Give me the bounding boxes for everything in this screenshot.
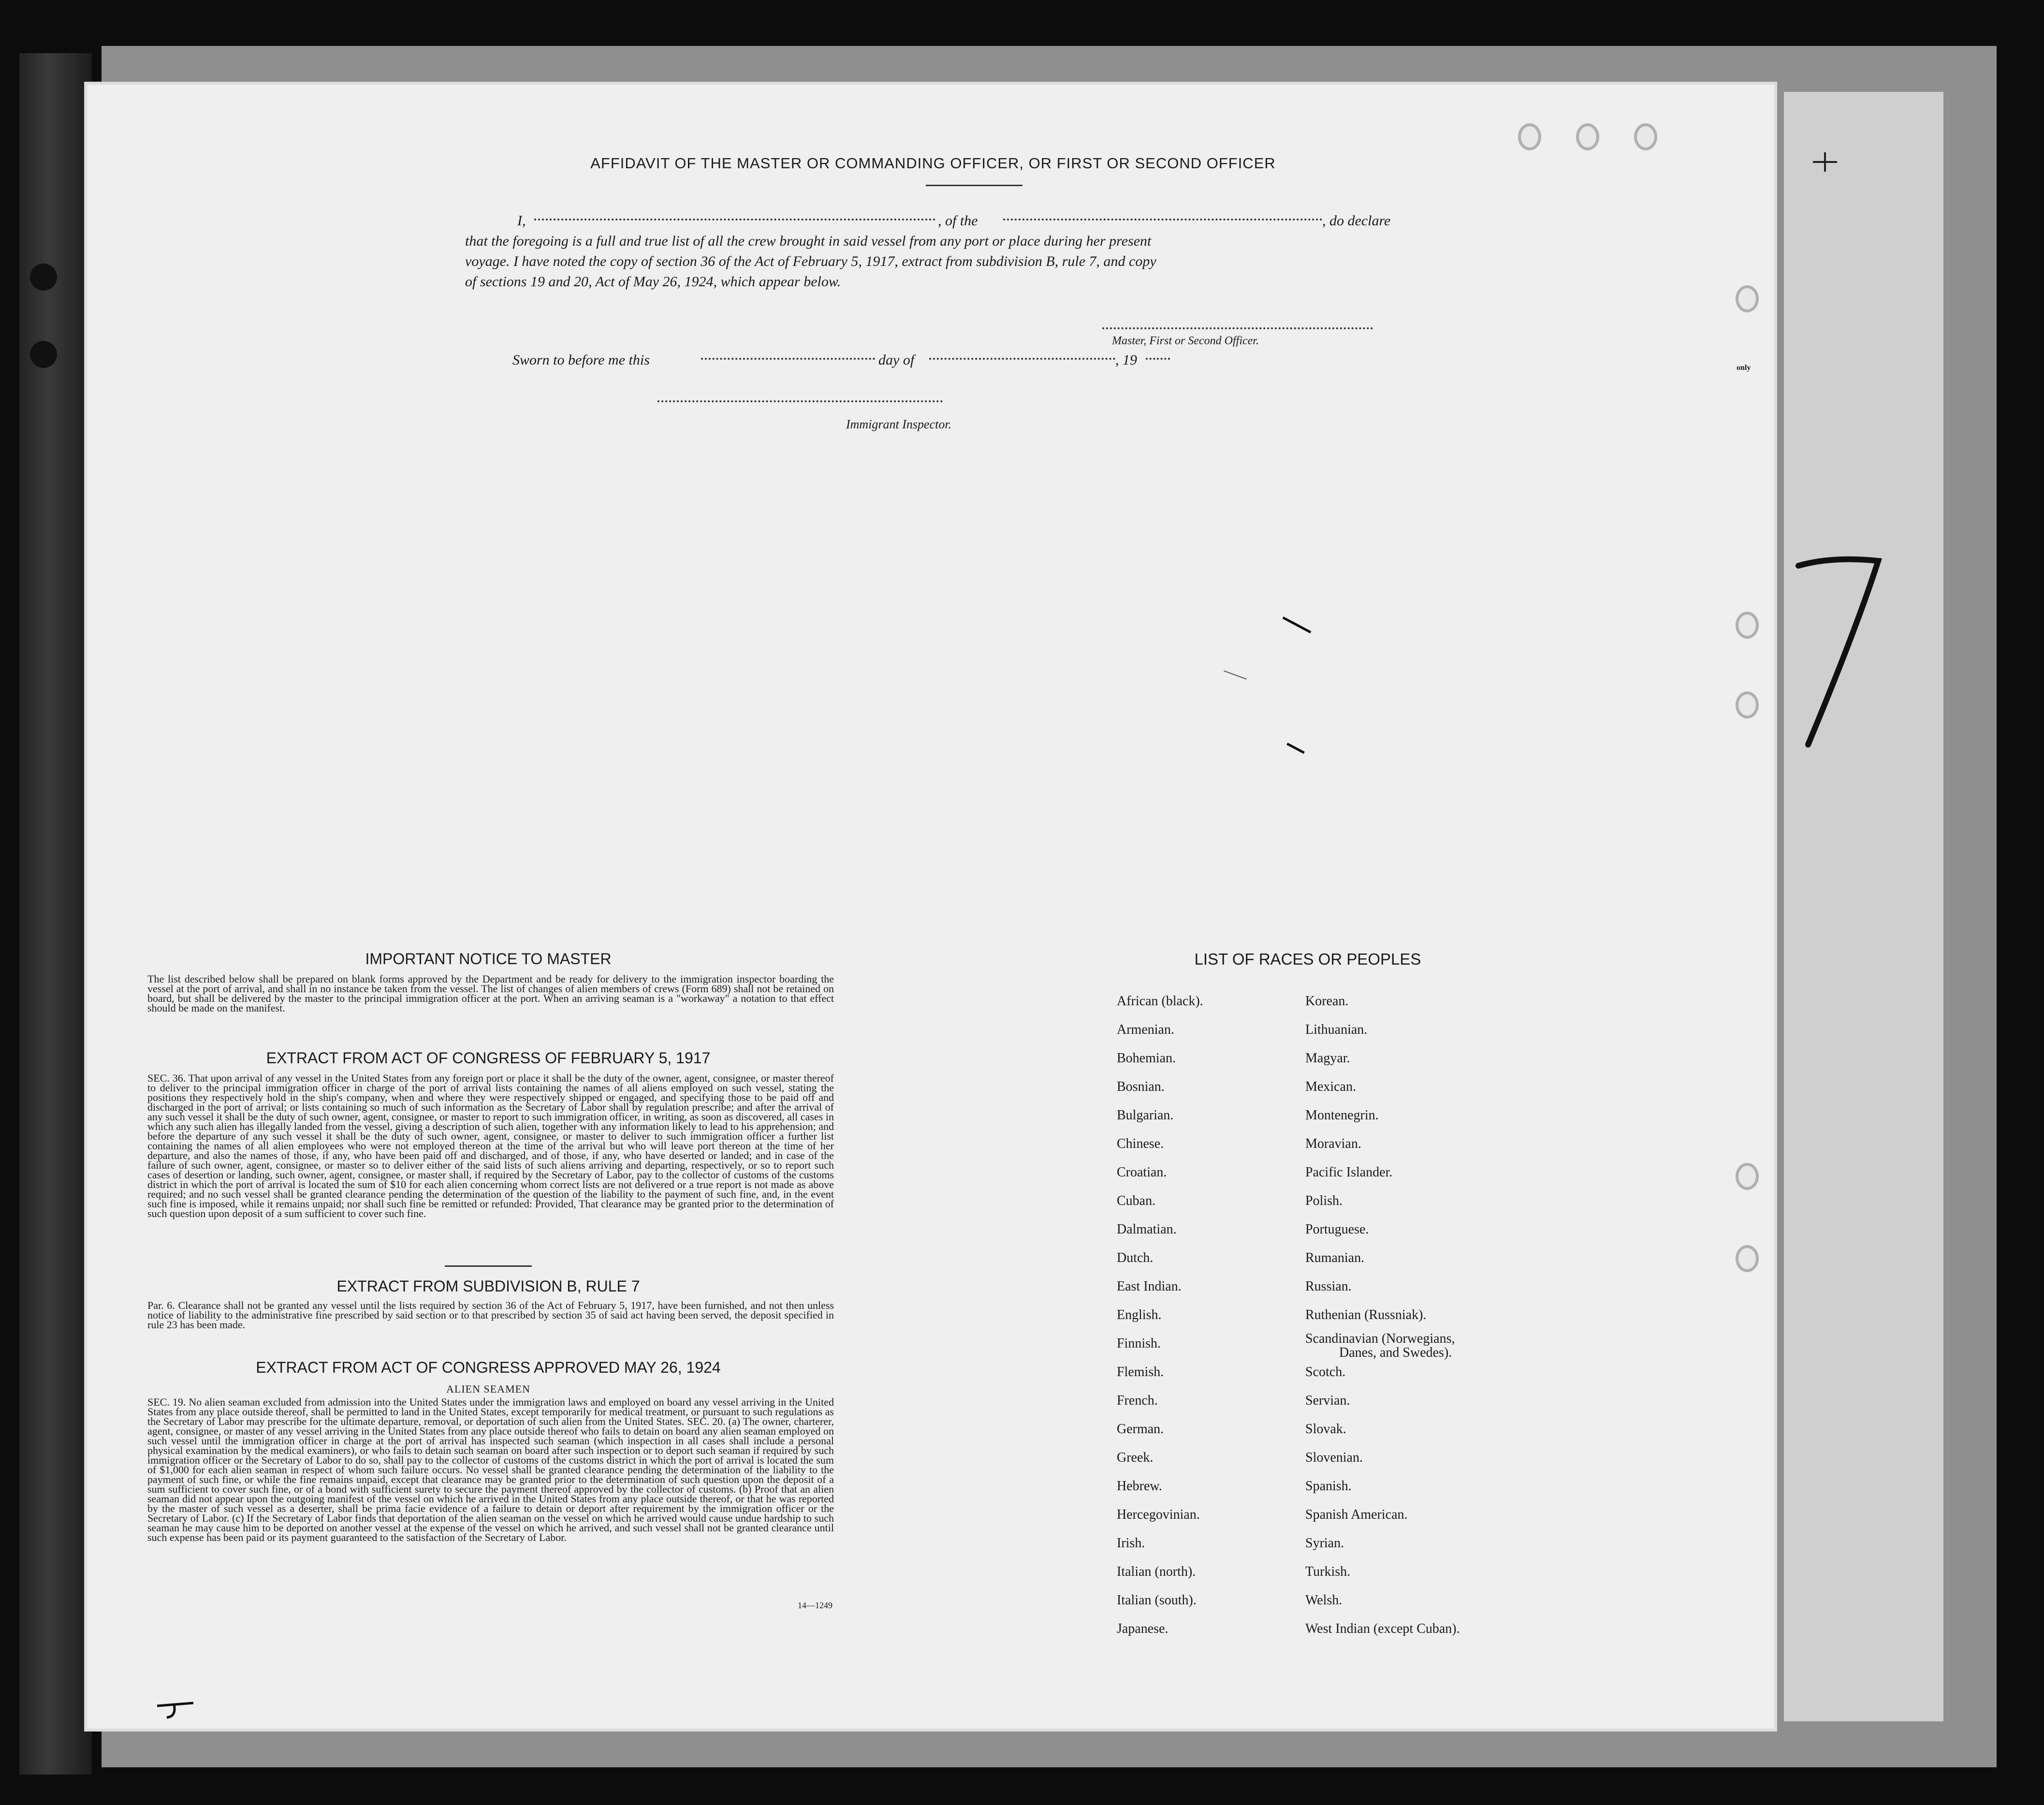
- race-item: Korean.: [1305, 994, 1349, 1009]
- race-item: Armenian.: [1117, 1022, 1174, 1037]
- ink-mark: [1283, 616, 1312, 633]
- inspector-label: Immigrant Inspector.: [846, 417, 952, 431]
- race-item: Spanish American.: [1305, 1507, 1408, 1522]
- extract-1924-subtitle: ALIEN SEAMEN: [446, 1383, 530, 1395]
- ink-mark: [1224, 671, 1247, 680]
- race-item: Bosnian.: [1117, 1079, 1165, 1094]
- race-item: Rumanian.: [1305, 1250, 1365, 1265]
- race-item: Slovak.: [1305, 1422, 1346, 1437]
- punch-ring: [1736, 612, 1759, 639]
- notice-text: The list described below shall be prepared on blank forms approved by the Department and be ready for delivery to the immigration inspector boarding the vessel at the port of arrival, and shall in no instance be taken from the vessel. The list of changes of alien members of crews (Form 689) shall not be retained on board, but shall be delivered by the master to the principal immigration officer at the port. When an arriving seaman is a "workaway" a notation to that effect should be made on the manifest.: [147, 973, 834, 1014]
- races-title: LIST OF RACES OR PEOPLES: [1194, 950, 1421, 968]
- race-item: Chinese.: [1117, 1136, 1164, 1151]
- race-item: Flemish.: [1117, 1365, 1164, 1379]
- day-of-label: day of: [878, 352, 915, 368]
- extract-1917-text: SEC. 36. That upon arrival of any vessel in the United States from any foreign port or place it shall be the duty of the owner, agent, consignee, or master thereof to deliver to the principal immigration officer in charge of the port of arrival lists containing the names of all aliens employed on such vessel, stating the positions they respectively hold in the ship's company, when and where they were respectively shipped or engaged, and specifying those to be paid off and discharged in the port of arrival; or lists containing so much of such information as the Secretary of Labor shall by regulation prescribe; and after the arrival of any such vessel it shall be the duty of such owner, agent, consignee, or master to report to such immigration officer, in writing, as soon as discovered, all cases in which any such alien has illegally landed from the vessel, giving a description of such alien, together with any information likely to lead to his apprehension; and before the departure of any such vessel it shall be the duty of such owner, agent, consignee, or master to deliver to such immigration officer a further list containing the names of all alien employees who were not employed thereon at the time of the arrival but who will leave port thereon at the time of her departure, and also the names of those, if any, who have been paid off and discharged, and of those, if any, who have deserted or landed; and in case of the failure of such owner, agent, consignee, or master so to deliver either of the said lists of such aliens arriving and departing, respectively, or so to report such cases of desertion or landing, such owner, agent, consignee, or master shall, if required by the Secretary of Labor, pay to the collector of customs of the customs district in which the port of arrival is located the sum of $10 for each alien concerning whom correct lists are not delivered or a true report is not made as above required; and no such vessel shall be granted clearance pending the determination of the question of the liability to the payment of such fine, and, in the event such fine is imposed, while it remains unpaid; nor shall such fine be remitted or refunded: Provided, That clearance may be granted prior to the determination of such question upon deposit of a sum sufficient to cover such fine.: [147, 1072, 834, 1219]
- master-label: Master, First or Second Officer.: [1112, 335, 1259, 347]
- document-page: [87, 85, 1774, 1729]
- race-item: Slovenian.: [1305, 1450, 1363, 1465]
- race-item: Hercegovinian.: [1117, 1507, 1200, 1522]
- name-field[interactable]: [534, 219, 935, 220]
- race-item: Italian (south).: [1117, 1593, 1197, 1608]
- race-item: Bulgarian.: [1117, 1108, 1174, 1123]
- race-item: Polish.: [1305, 1193, 1343, 1208]
- punch-ring: [1736, 285, 1759, 312]
- race-item: Portuguese.: [1305, 1222, 1369, 1237]
- handwritten-mark: [155, 1697, 198, 1721]
- punch-ring: [1736, 1245, 1759, 1272]
- race-item: Finnish.: [1117, 1336, 1161, 1351]
- punch-ring: [1518, 123, 1541, 150]
- race-item: Dutch.: [1117, 1250, 1153, 1265]
- race-item: Japanese.: [1117, 1621, 1168, 1636]
- divider: [926, 185, 1022, 186]
- vessel-field[interactable]: [1003, 219, 1322, 220]
- race-item: Hebrew.: [1117, 1479, 1162, 1494]
- notice-title: IMPORTANT NOTICE TO MASTER: [365, 950, 612, 968]
- affidavit-line-4: of sections 19 and 20, Act of May 26, 1924, which appear below.: [465, 274, 841, 290]
- race-item: Pacific Islander.: [1305, 1165, 1393, 1180]
- rule-7-title: EXTRACT FROM SUBDIVISION B, RULE 7: [336, 1277, 640, 1295]
- handwritten-mark: [1808, 150, 1842, 174]
- race-item: Dalmatian.: [1117, 1222, 1177, 1237]
- binder-spine: [19, 53, 92, 1775]
- race-item: Italian (north).: [1117, 1564, 1196, 1579]
- race-item-continuation: Danes, and Swedes).: [1339, 1345, 1452, 1360]
- affidavit-do-declare: , do declare: [1322, 213, 1391, 229]
- race-item: African (black).: [1117, 994, 1203, 1009]
- race-item: Ruthenian (Russniak).: [1305, 1307, 1427, 1322]
- inspector-signature-field[interactable]: [657, 400, 943, 402]
- race-item: Turkish.: [1305, 1564, 1351, 1579]
- race-item: Mexican.: [1305, 1079, 1356, 1094]
- punch-ring: [1634, 123, 1657, 150]
- affidavit-title: AFFIDAVIT OF THE MASTER OR COMMANDING OFFICER, OR FIRST OR SECOND OFFICER: [590, 155, 1276, 172]
- race-item: Bohemian.: [1117, 1051, 1176, 1066]
- binder-hole: [30, 341, 57, 368]
- race-item: Servian.: [1305, 1393, 1350, 1408]
- race-item: Russian.: [1305, 1279, 1352, 1294]
- race-item: West Indian (except Cuban).: [1305, 1621, 1460, 1636]
- race-item: Greek.: [1117, 1450, 1153, 1465]
- extract-1924-title: EXTRACT FROM ACT OF CONGRESS APPROVED MAY 26, 1924: [256, 1359, 721, 1376]
- ink-mark: [1286, 743, 1305, 754]
- race-item: Lithuanian.: [1305, 1022, 1368, 1037]
- binder-hole: [30, 264, 57, 291]
- affidavit-line-2: that the foregoing is a full and true list of all the crew brought in said vessel from any port or place during her present: [465, 233, 1152, 249]
- race-item: Spanish.: [1305, 1479, 1352, 1494]
- affidavit-of-the: , of the: [938, 213, 978, 229]
- race-item: Croatian.: [1117, 1165, 1167, 1180]
- year-label: , 19: [1115, 352, 1137, 368]
- race-item: French.: [1117, 1393, 1158, 1408]
- sworn-label: Sworn to before me this: [512, 352, 650, 368]
- race-item: Moravian.: [1305, 1136, 1361, 1151]
- race-item: Irish.: [1117, 1536, 1145, 1551]
- sworn-day-field[interactable]: [701, 358, 875, 360]
- punch-ring: [1736, 691, 1759, 719]
- race-item: Scotch.: [1305, 1365, 1346, 1379]
- margin-note: only: [1737, 364, 1751, 372]
- rule-7-text: Par. 6. Clearance shall not be granted any vessel until the lists required by section 36 of the Act of February 5, 1917, have been furnished, and not then unless notice of liability to the administrative fine prescribed by said section or to that prescribed by section 35 of said act having been served, the deposit specified in rule 23 has been made.: [147, 1299, 834, 1331]
- sworn-month-field[interactable]: [929, 358, 1115, 360]
- punch-ring: [1576, 123, 1599, 150]
- race-item: Scandinavian (Norwegians,: [1305, 1331, 1455, 1346]
- race-item: Cuban.: [1117, 1193, 1156, 1208]
- extract-1924-text: SEC. 19. No alien seaman excluded from admission into the United States under the immigration laws and employed on board any vessel arriving in the United States from any place outside thereof, shall be permitted to land in the United States, except temporarily for medical treatment, or pursuant to such regulations as the Secretary of Labor may prescribe for the ultimate departure, removal, or deportation of such alien from the United States. SEC. 20. (a) The owner, charterer, agent, consignee, or master of any vessel arriving in the United States from any place outside thereof who fails to detain on board any alien seaman employed on such vessel until the immigration officer in charge at the port of arrival has inspected such seaman (which inspection in all cases shall include a personal physical examination by the medical examiners), or who fails to detain such seaman on board after such inspection or to deport such seaman if required by such immigration officer or the Secretary of Labor to do so, shall pay to the collector of customs of the customs district in which the port of arrival is located the sum of $1,000 for each alien seaman in respect of whom such failure occurs. No vessel shall be granted clearance pending the determination of the liability to the payment of such fine, or while the fine remains unpaid, except that clearance may be granted prior to the determination of such question upon the deposit of a sum sufficient to cover such fine, or of a bond with sufficient surety to secure the payment thereof approved by the collector of customs. (b) Proof that an alien seaman did not appear upon the outgoing manifest of the vessel on which he arrived in the United States from any place outside thereof, or that he was reported by the master of such vessel as a deserter, shall be prima facie evidence of a failure to detain or deport after requirement by the immigration officer or the Secretary of Labor. (c) If the Secretary of Labor finds that deportation of the alien seaman on the vessel on which he arrived would cause undue hardship to such seaman he may cause him to be deported on another vessel at the expense of the vessel on which he arrived, and such vessel shall not be granted clearance until such expense has been paid or its payment guaranteed to the satisfaction of the Secretary of Labor.: [147, 1396, 834, 1543]
- race-item: Magyar.: [1305, 1051, 1350, 1066]
- master-signature-field[interactable]: [1102, 327, 1373, 329]
- divider: [445, 1265, 532, 1267]
- race-item: German.: [1117, 1422, 1164, 1437]
- punch-ring: [1736, 1163, 1759, 1190]
- affidavit-i: I,: [517, 213, 526, 229]
- race-item: Welsh.: [1305, 1593, 1343, 1608]
- affidavit-line-3: voyage. I have noted the copy of section 36 of the Act of February 5, 1917, extract from subdivision B, rule 7, and copy: [465, 253, 1156, 269]
- race-item: English.: [1117, 1307, 1162, 1322]
- handwritten-seven: [1789, 546, 1885, 754]
- race-item: Montenegrin.: [1305, 1108, 1379, 1123]
- attached-sheet-edge: [1784, 92, 1943, 1721]
- extract-1917-title: EXTRACT FROM ACT OF CONGRESS OF FEBRUARY 5, 1917: [266, 1049, 711, 1067]
- race-item: Syrian.: [1305, 1536, 1344, 1551]
- form-number: 14—1249: [798, 1600, 832, 1610]
- race-item: East Indian.: [1117, 1279, 1182, 1294]
- sworn-year-field[interactable]: [1146, 358, 1170, 360]
